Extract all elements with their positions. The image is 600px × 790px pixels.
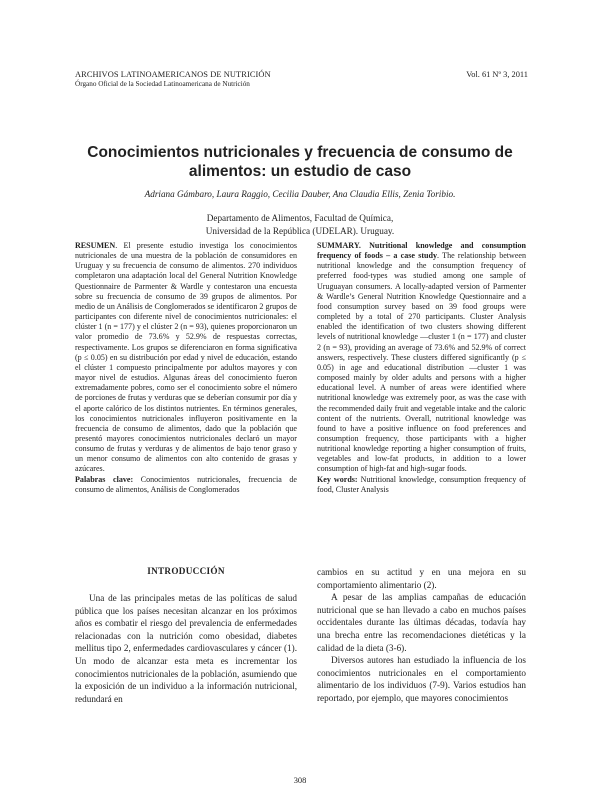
article-title: Conocimientos nutricionales y frecuencia de consumo de alimentos: un estudio de caso (87, 144, 513, 180)
abstract-spanish (75, 241, 297, 495)
journal-organ: Órgano Oficial de la Sociedad Latinoamericana de Nutrición (75, 80, 250, 88)
affiliation-line-2: Universidad de la República (UDELAR). Uruguay. (205, 225, 395, 236)
keywords-es-label: Palabras clave: (75, 474, 134, 484)
affiliation-line-1: Departamento de Alimentos, Facultad de Química, (206, 213, 394, 223)
intro-left-column (75, 592, 297, 705)
journal-name: ARCHIVOS LATINOAMERICANOS DE NUTRICIÓN (75, 70, 271, 79)
keywords-en: Nutritional knowledge, consumption frequency of food, Cluster Analysis (317, 474, 526, 494)
abstract-english (317, 241, 526, 495)
authors: Adriana Gámbaro, Laura Raggio, Cecilia Dauber, Ana Claudia Ellis, Zenia Toribio. (144, 189, 456, 199)
intro-paragraph-2: A pesar de las amplias campañas de educación nutricional que se han llevado a cabo en muchos países occidentales durante las últimas décadas, todavía hay una brecha entre las recomendaciones dietéticas y la calidad de la dieta (3-6). (317, 592, 526, 653)
intro-paragraph-continued: cambios en su actitud y en una mejora en su comportamiento alimentario (2). (317, 567, 526, 590)
intro-paragraph-3: Diversos autores han estudiado la influencia de los conocimientos nutricionales en el comportamiento alimentario de los individuos (7-9). Varios estudios han reportado, por ejemplo, que mayores conocimientos (317, 655, 526, 703)
abstract-en-heading: SUMMARY. Nutritional knowledge and consumption frequency of foods – a case study (317, 241, 526, 261)
keywords-en-label: Key words: (317, 474, 358, 484)
abstract-es-text: . El presente estudio investiga los conocimientos nutricionales de una muestra de la población de consumidores en Uruguay y su frecuencia de consumo de alimentos. 270 individuos completaron una adaptación local del General Nutrition Knowledge Questionnaire de Parmenter & Wardle y contestaron una encuesta sobre su frecuencia de consumo de 39 grupos de alimentos. Por medio de un Análisis de Conglomerados se identificaron 2 grupos de participantes con diferente nivel de conocimientos nutricionales: el clúster 1 (n = 177) y el clúster 2 (n = 93), quienes proporcionaron un valor promedio de 73.6% y 52.9% de respuestas correctas, respectivamente. Los grupos se diferenciaron en forma significativa (p ≤ 0.05) en su distribución por edad y nivel de educación, estando el clúster 1 compuesto principalmente por adultos mayores y con mayor nivel de estudios. Algunas áreas del conocimiento fueron extremadamente pobres, como ser el conocimiento sobre el número de porciones de frutas y verduras que se deberían consumir por día y el aporte calórico de los distintos nutrientes. En términos generales, los conocimientos nutricionales influyeron positivamente en la frecuencia de consumo de alimentos, dado que la población que presentó mayores conocimientos nutricionales declaró un mayor consumo de frutas y verduras y de alimentos de bajo tenor graso y un menor consumo de alimentos con alto contenido de grasas y azúcares. (75, 241, 297, 474)
page-number: 308 (293, 776, 307, 785)
volume-info: Vol. 61 Nº 3, 2011 (466, 70, 528, 79)
intro-paragraph-1: Una de las principales metas de las políticas de salud pública que los países necesitan alcanzar en los próximos años es combatir el riesgo del prevalencia de enfermedades relacionadas con la nutrición como obesidad, diabetes mellitus tipo 2, enfermedades cardiovasculares y cáncer (1). Un modo de alcanzar esta meta es incrementar los conocimientos nutricionales de la población, asumiendo que la exposición de un individuo a la información nutricional, redundará en (75, 593, 297, 704)
intro-right-column (317, 566, 526, 705)
abstract-es-heading: RESUMEN (75, 241, 116, 250)
keywords-es: Conocimientos nutricionales, frecuencia de consumo de alimentos, Análisis de Conglomerados (75, 474, 297, 494)
abstract-en-text: . The relationship between nutritional knowledge and the consumption frequency of preferred food-types was studied among one sample of Uruguayan consumers. A locally-adapted version of Parmenter & Wardle’s General Nutrition Knowledge Questionnaire and a food consumption survey based on 39 food groups were completed by a total of 270 participants. Cluster Analysis enabled the identification of two clusters showing different levels of nutritional knowledge —cluster 1 (n = 177) and cluster 2 (n = 93), providing an average of 73.6% and 52.9% of correct answers, respectively. These clusters differed significantly (p ≤ 0.05) in age and educational distribution —cluster 1 was composed mainly by older adults and persons with a higher educational level. A number of areas were identified where nutritional knowledge was extremely poor, as was the case with the recommended daily fruit and vegetable intake and the caloric content of the nutrients. Overall, nutritional knowledge was found to have a positive influence on food preferences and consumption frequency, those participants with a higher nutritional knowledge reporting a higher consumption of fruits, vegetables and low-fat products, in addition to a lower consumption of high-fat and high-sugar foods. (317, 251, 526, 474)
intro-heading: INTRODUCCIÓN (147, 566, 225, 576)
affiliation (75, 212, 525, 237)
